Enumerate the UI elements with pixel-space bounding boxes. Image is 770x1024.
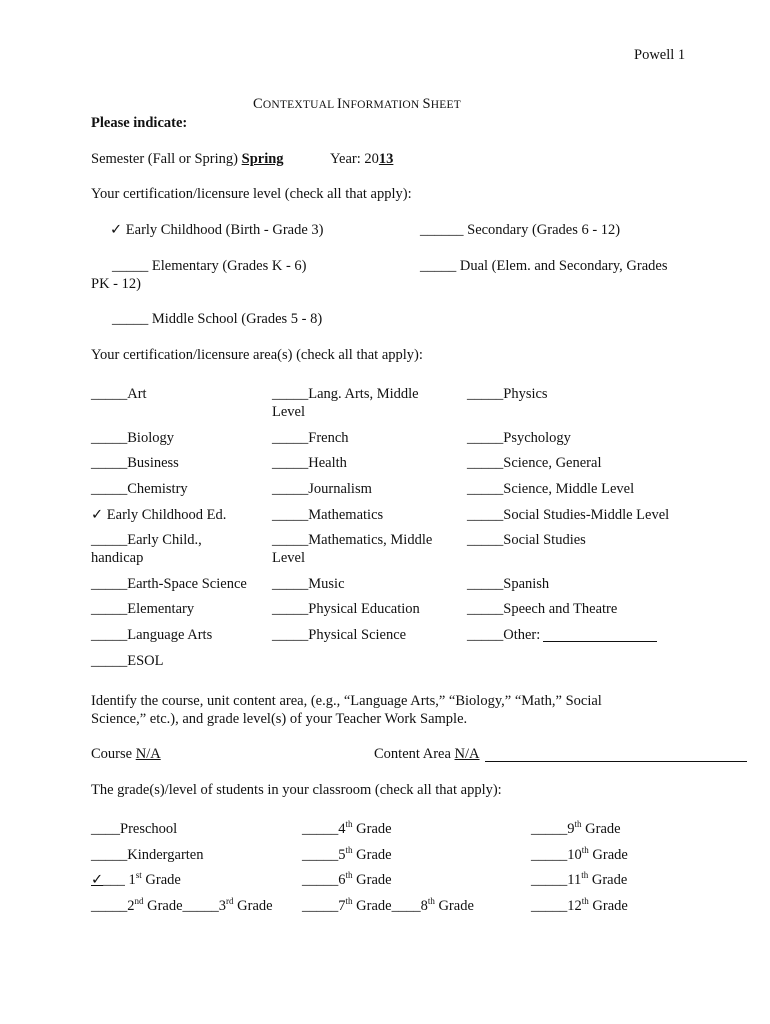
area-early-child-handicap-cont: handicap (91, 550, 144, 566)
grade-1st[interactable]: ✓___ 1st Grade (91, 870, 181, 888)
area-early-childhood-ed[interactable]: ✓ Early Childhood Ed. (91, 507, 227, 523)
grade-7th-8th[interactable]: _____7th Grade____8th Grade (302, 896, 474, 914)
area-speech-theatre[interactable]: _____Speech and Theatre (467, 601, 618, 617)
area-biology[interactable]: _____Biology (91, 430, 174, 446)
grade-4th[interactable]: _____4th Grade (302, 819, 392, 837)
area-early-child-handicap[interactable]: _____Early Child., (91, 532, 202, 548)
area-mathematics[interactable]: _____Mathematics (272, 507, 384, 523)
area-physics[interactable]: _____Physics (467, 386, 548, 402)
level-early-childhood[interactable]: ✓ Early Childhood (Birth - Grade 3) (110, 222, 324, 238)
area-mathematics-middle[interactable]: _____Mathematics, Middle (272, 532, 433, 548)
year-line: Year: 2013 (330, 151, 394, 167)
please-indicate-heading: Please indicate: (91, 115, 188, 131)
grade-kindergarten[interactable]: _____Kindergarten (91, 847, 204, 863)
area-mathematics-middle-cont: Level (272, 550, 306, 566)
area-psychology[interactable]: _____Psychology (467, 430, 571, 446)
area-health[interactable]: _____Health (272, 455, 347, 471)
area-other[interactable]: _____Other: (467, 627, 541, 643)
area-other-blank-line[interactable] (543, 641, 657, 642)
area-science-general[interactable]: _____Science, General (467, 455, 602, 471)
level-secondary[interactable]: ______ Secondary (Grades 6 - 12) (420, 222, 621, 238)
area-journalism[interactable]: _____Journalism (272, 481, 372, 497)
identify-line-1: Identify the course, unit content area, (e.g., “Language Arts,” “Biology,” “Math,” Social (91, 693, 602, 709)
grade-12th[interactable]: _____12th Grade (531, 896, 628, 914)
area-esol[interactable]: _____ESOL (91, 653, 164, 669)
identify-line-2: Science,” etc.), and grade level(s) of your Teacher Work Sample. (91, 711, 468, 727)
area-physical-education[interactable]: _____Physical Education (272, 601, 420, 617)
level-middle-school[interactable]: _____ Middle School (Grades 5 - 8) (112, 311, 323, 327)
page-title: CONTEXTUAL INFORMATION SHEET (253, 96, 461, 112)
grade-6th[interactable]: _____6th Grade (302, 870, 392, 888)
grade-11th[interactable]: _____11th Grade (531, 870, 628, 888)
level-question: Your certification/licensure level (check all that apply): (91, 186, 412, 202)
level-elementary[interactable]: _____ Elementary (Grades K - 6) (112, 258, 307, 274)
grade-9th[interactable]: _____9th Grade (531, 819, 621, 837)
area-social-studies[interactable]: _____Social Studies (467, 532, 586, 548)
area-french[interactable]: _____French (272, 430, 349, 446)
page-header: Powell 1 (634, 47, 686, 63)
area-science-middle[interactable]: _____Science, Middle Level (467, 481, 635, 497)
area-question: Your certification/licensure area(s) (check all that apply): (91, 347, 423, 363)
level-dual-continued: PK - 12) (91, 276, 141, 292)
area-spanish[interactable]: _____Spanish (467, 576, 550, 592)
content-area-line: Content Area N/A (374, 746, 480, 762)
course-value[interactable]: N/A (135, 746, 161, 762)
grade-preschool[interactable]: ____Preschool (91, 821, 178, 837)
year-value[interactable]: 13 (378, 151, 394, 167)
area-business[interactable]: _____Business (91, 455, 179, 471)
course-line: Course N/A (91, 746, 161, 762)
semester-line: Semester (Fall or Spring) Spring (91, 151, 284, 167)
area-language-arts[interactable]: _____Language Arts (91, 627, 213, 643)
area-elementary[interactable]: _____Elementary (91, 601, 195, 617)
grade-2nd-3rd[interactable]: _____2nd Grade_____3rd Grade (91, 896, 273, 914)
area-chemistry[interactable]: _____Chemistry (91, 481, 188, 497)
content-area-blank-line[interactable] (485, 761, 747, 762)
area-earth-space-science[interactable]: _____Earth-Space Science (91, 576, 247, 592)
area-art[interactable]: _____Art (91, 386, 147, 402)
content-area-value[interactable]: N/A (454, 746, 480, 762)
area-music[interactable]: _____Music (272, 576, 345, 592)
area-physical-science[interactable]: _____Physical Science (272, 627, 407, 643)
area-lang-arts-middle[interactable]: _____Lang. Arts, Middle (272, 386, 419, 402)
grade-5th[interactable]: _____5th Grade (302, 845, 392, 863)
area-lang-arts-middle-cont: Level (272, 404, 306, 420)
area-social-studies-middle[interactable]: _____Social Studies-Middle Level (467, 507, 670, 523)
semester-value[interactable]: Spring (241, 151, 284, 167)
level-dual[interactable]: _____ Dual (Elem. and Secondary, Grades (420, 258, 668, 274)
grade-question: The grade(s)/level of students in your classroom (check all that apply): (91, 782, 502, 798)
grade-10th[interactable]: _____10th Grade (531, 845, 628, 863)
